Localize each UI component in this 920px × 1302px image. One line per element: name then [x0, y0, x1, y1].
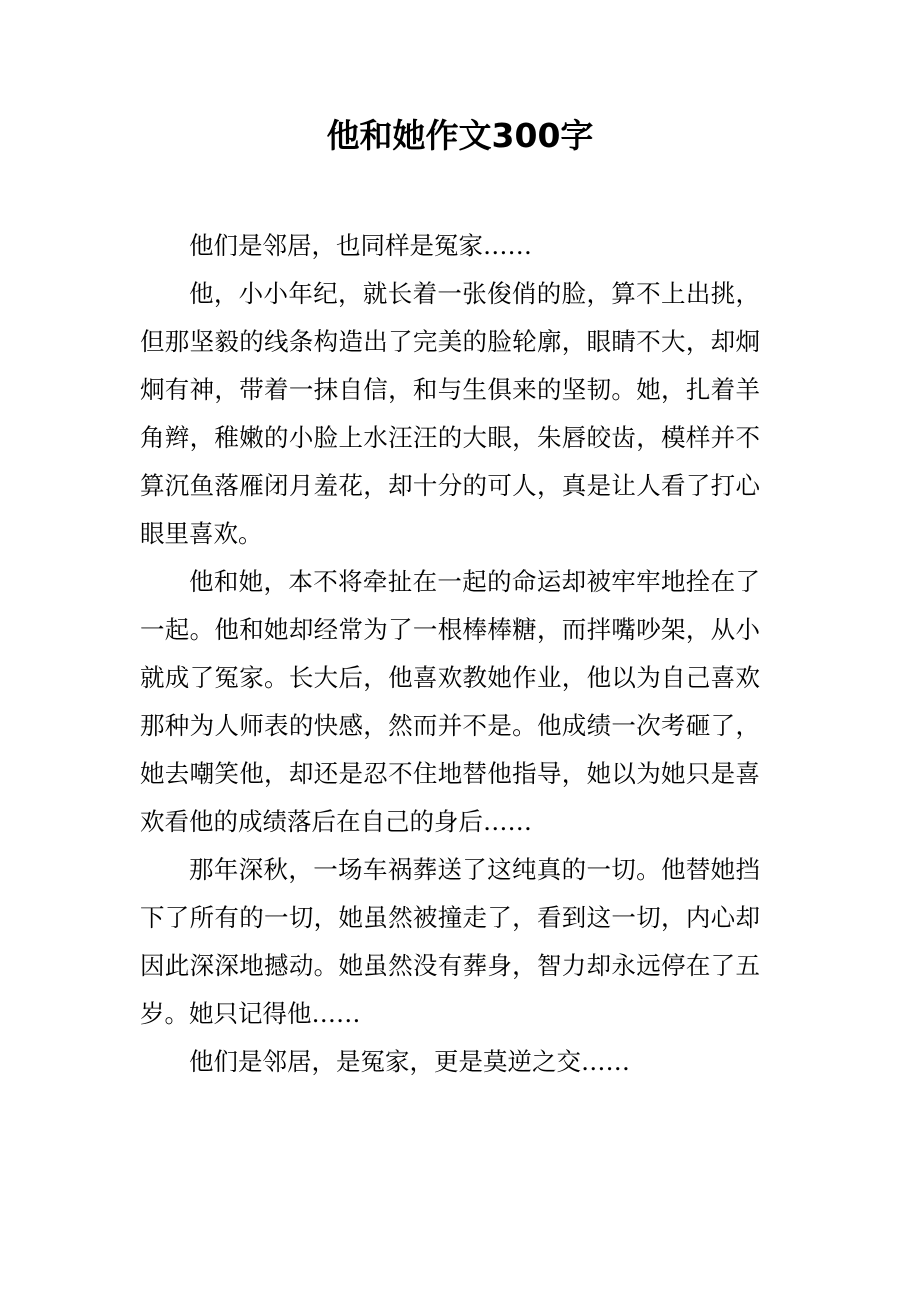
paragraph: 他和她，本不将牵扯在一起的命运却被牢牢地拴在了一起。他和她却经常为了一根棒棒糖，而拌嘴吵架，从小就成了冤家。长大后，他喜欢教她作业，他以为自己喜欢那种为人师表的快感，然而并不是。他成绩一次考砸了，她去嘲笑他，却还是忍不住地替他指导，她以为她只是喜欢看他的成绩落后在自己的身后…… — [140, 567, 760, 836]
paragraph: 他们是邻居，也同样是冤家…… — [189, 231, 532, 260]
paragraph: 那年深秋，一场车祸葬送了这纯真的一切。他替她挡下了所有的一切，她虽然被撞走了，看到这一切，内心却因此深深地撼动。她虽然没有葬身，智力却永远停在了五岁。她只记得他…… — [140, 855, 760, 1028]
paragraph: 他，小小年纪，就长着一张俊俏的脸，算不上出挑，但那坚毅的线条构造出了完美的脸轮廓，眼睛不大，却炯炯有神，带着一抹自信，和与生俱来的坚韧。她，扎着羊角辫，稚嫩的小脸上水汪汪的大眼，朱唇皎齿，模样并不算沉鱼落雁闭月羞花，却十分的可人，真是让人看了打心眼里喜欢。 — [140, 279, 760, 548]
document-body — [140, 222, 760, 1086]
paragraph: 他们是邻居，是冤家，更是莫逆之交…… — [189, 1047, 630, 1076]
document-title: 他和她作文300字 — [326, 116, 594, 155]
